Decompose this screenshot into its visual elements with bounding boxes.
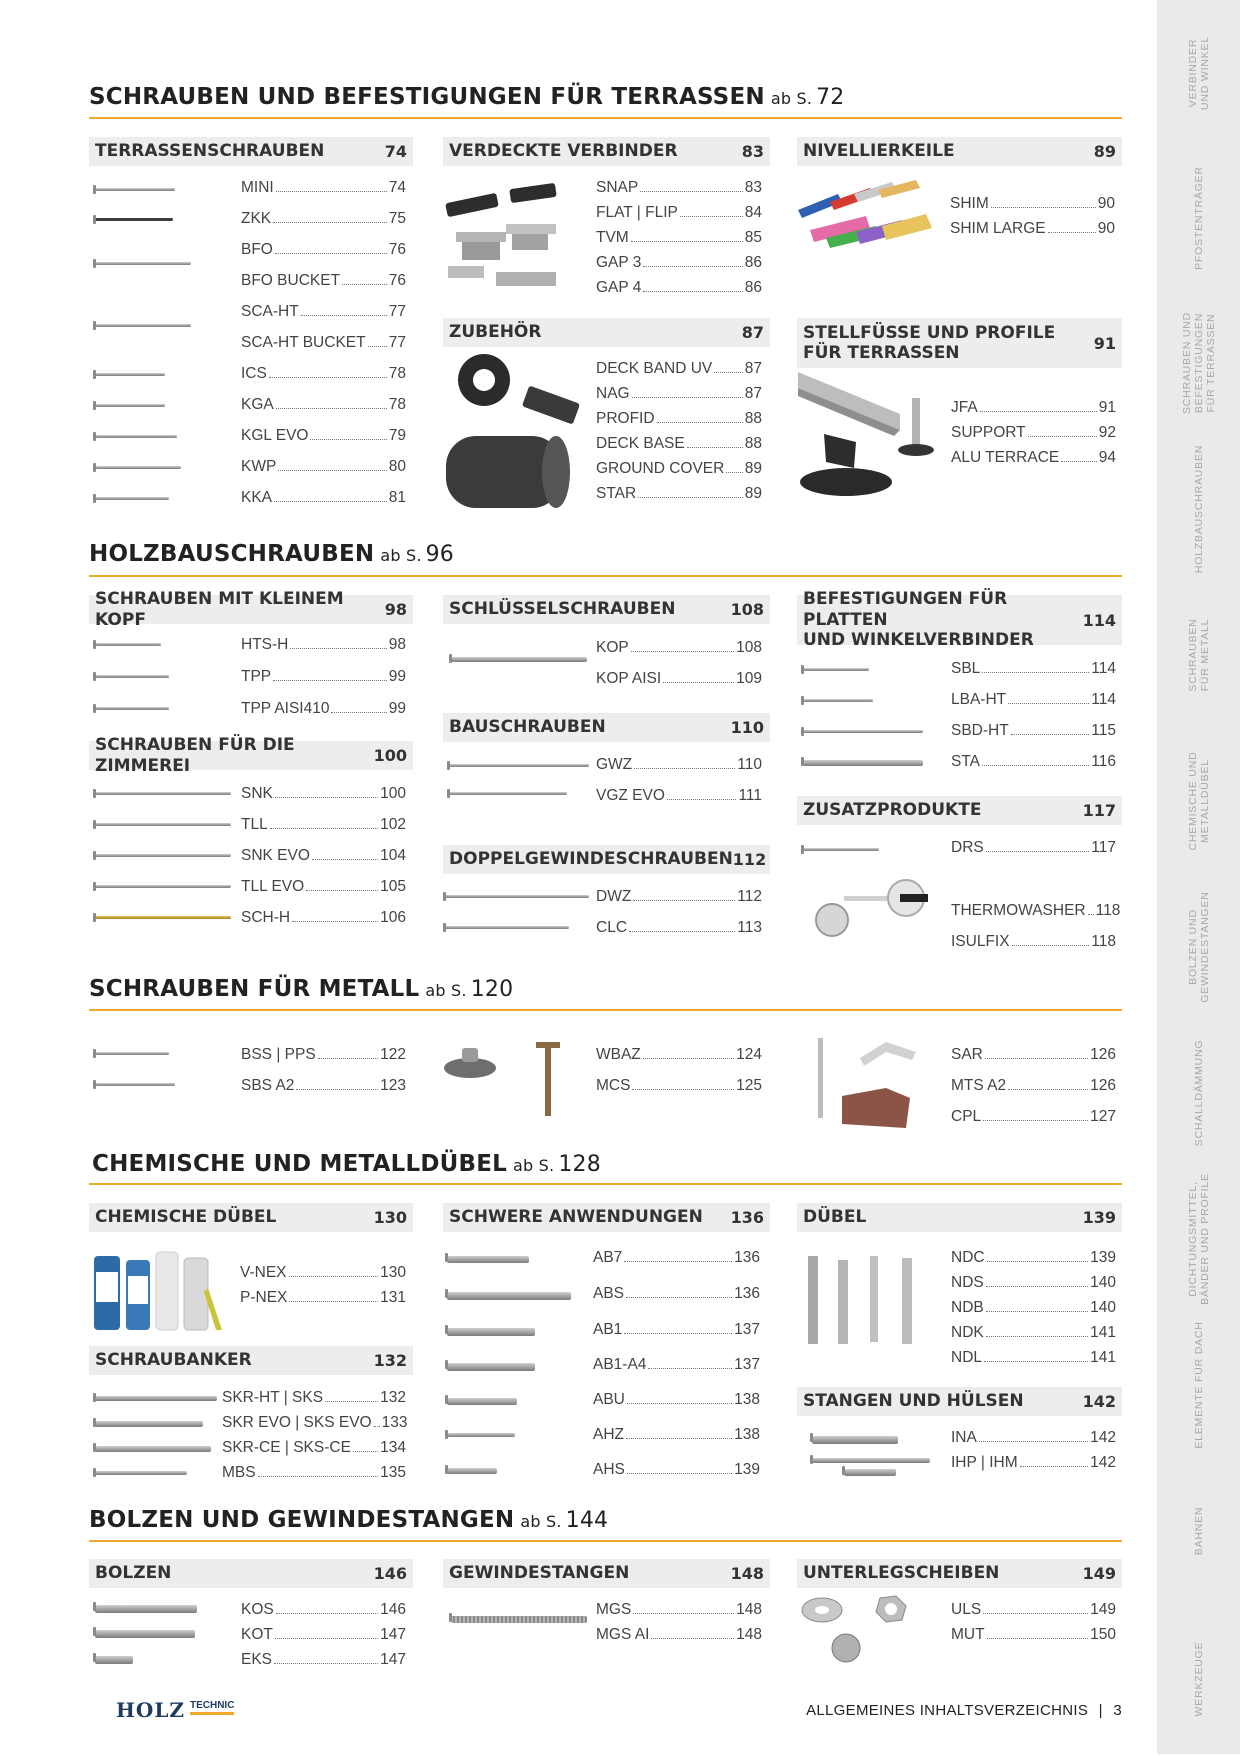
thermowasher-image: [802, 876, 932, 940]
screw-image: [803, 699, 873, 702]
sidebar-tab-dach[interactable]: ELEMENTE FÜR DACH: [1157, 1312, 1240, 1460]
category-verdeckte-verbinder[interactable]: VERDECKTE VERBINDER 83: [443, 137, 770, 166]
screw-image: [95, 707, 169, 710]
screw-image: [95, 675, 169, 678]
index-entry[interactable]: SCA-HT BUCKET 77: [241, 334, 406, 351]
screw-image: [95, 1471, 187, 1475]
index-entry[interactable]: ICS 78: [241, 365, 406, 382]
wall-plugs-image: [802, 1254, 926, 1348]
section-title-terrassen: SCHRAUBEN UND BEFESTIGUNGEN FÜR TERRASSEN ab S. 72: [89, 84, 845, 110]
category-duebel[interactable]: DÜBEL 139: [797, 1203, 1122, 1232]
index-entry[interactable]: AHS 139: [593, 1461, 760, 1478]
screw-image: [95, 1052, 169, 1055]
index-entry[interactable]: SAR 126: [951, 1046, 1116, 1063]
category-zusatzprodukte[interactable]: ZUSATZPRODUKTE 117: [797, 796, 1122, 825]
sidebar-tab-metall[interactable]: SCHRAUBEN FÜR METALL: [1157, 582, 1240, 730]
category-unterlegscheiben[interactable]: UNTERLEGSCHEIBEN 149: [797, 1559, 1122, 1588]
index-entry[interactable]: HTS-H 98: [241, 636, 406, 653]
screw-image: [95, 1396, 217, 1401]
index-entry[interactable]: SKR EVO | SKS EVO 133: [222, 1414, 408, 1431]
index-entry[interactable]: TLL 102: [241, 816, 406, 833]
index-entry[interactable]: MTS A2 126: [951, 1077, 1116, 1094]
section-rule: [89, 575, 1122, 577]
index-entry[interactable]: TLL EVO 105: [241, 878, 406, 895]
category-doppelgewinde[interactable]: DOPPELGEWINDESCHRAUBEN 112: [443, 845, 770, 874]
category-stellfuesse[interactable]: STELLFÜSSE UND PROFILE FÜR TERRASSEN 91: [797, 318, 1122, 368]
index-entry[interactable]: GROUND COVER 89: [596, 460, 762, 477]
sidebar-tab-bolzen[interactable]: BOLZEN UND GEWINDESTANGEN: [1157, 874, 1240, 1022]
index-entry[interactable]: GWZ 110: [596, 756, 762, 773]
footer-page-label: ALLGEMEINES INHALTSVERZEICHNIS | 3: [806, 1702, 1122, 1719]
screw-image: [95, 885, 231, 888]
metal-fastener-image: [812, 1036, 922, 1128]
index-entry[interactable]: KKA 81: [241, 489, 406, 506]
screw-image: [95, 1421, 203, 1427]
category-zimmerei[interactable]: SCHRAUBEN FÜR DIE ZIMMEREI 100: [89, 741, 413, 770]
category-schwere-anwendungen[interactable]: SCHWERE ANWENDUNGEN 136: [443, 1203, 770, 1232]
category-bauschrauben[interactable]: BAUSCHRAUBEN 110: [443, 713, 770, 742]
index-entry[interactable]: INA 142: [951, 1429, 1116, 1446]
screw-image: [95, 466, 181, 469]
index-entry[interactable]: SCA-HT 77: [241, 303, 406, 320]
screw-image: [445, 926, 569, 929]
screw-image: [803, 760, 923, 766]
index-entry[interactable]: AB1 137: [593, 1321, 760, 1338]
section-rule: [89, 1009, 1122, 1011]
index-entry[interactable]: EKS 147: [241, 1651, 406, 1668]
sidebar-tab-pfostentraeger[interactable]: PFOSTENTRÄGER: [1157, 145, 1240, 292]
index-entry[interactable]: LBA-HT 114: [951, 691, 1116, 708]
index-entry[interactable]: SNK 100: [241, 785, 406, 802]
index-entry[interactable]: AB7 136: [593, 1249, 760, 1266]
anchor-image: [447, 1328, 535, 1336]
screw-image: [95, 324, 191, 327]
index-entry[interactable]: KOT 147: [241, 1626, 406, 1643]
index-entry[interactable]: WBAZ 124: [596, 1046, 762, 1063]
anchor-image: [447, 1398, 517, 1405]
index-entry[interactable]: SNAP 83: [596, 179, 762, 196]
index-entry[interactable]: MBS 135: [222, 1464, 406, 1481]
index-entry[interactable]: NDC 139: [951, 1249, 1116, 1266]
index-entry[interactable]: TVM 85: [596, 229, 762, 246]
index-entry[interactable]: KOS 146: [241, 1601, 406, 1618]
anchor-image: [447, 1363, 535, 1371]
index-entry[interactable]: TPP 99: [241, 668, 406, 685]
index-entry[interactable]: KOP 108: [596, 639, 762, 656]
screw-image: [95, 373, 165, 376]
sidebar-tab-verbinder[interactable]: VERBINDER UND WINKEL: [1157, 0, 1240, 147]
index-entry[interactable]: THERMOWASHER 118: [951, 902, 1121, 919]
section-title-bolzen: BOLZEN UND GEWINDESTANGEN ab S. 144: [89, 1507, 609, 1533]
washers-nuts-image: [800, 1594, 920, 1666]
anchor-image: [447, 1468, 497, 1474]
index-entry[interactable]: GAP 3 86: [596, 254, 762, 271]
screw-image: [95, 916, 231, 919]
index-entry[interactable]: AHZ 138: [593, 1426, 760, 1443]
screw-image: [803, 730, 923, 733]
index-entry[interactable]: SKR-CE | SKS-CE 134: [222, 1439, 406, 1456]
index-entry[interactable]: KGA 78: [241, 396, 406, 413]
sidebar-tab-terrassen[interactable]: SCHRAUBEN UND BEFESTIGUNGEN FÜR TERRASSEN: [1157, 290, 1240, 437]
screw-image: [95, 404, 165, 407]
index-entry[interactable]: SUPPORT 92: [951, 424, 1116, 441]
bolt-image: [95, 1605, 197, 1613]
index-entry[interactable]: DECK BASE 88: [596, 435, 762, 452]
category-kleiner-kopf[interactable]: SCHRAUBEN MIT KLEINEM KOPF 98: [89, 595, 413, 624]
screw-image: [95, 1083, 175, 1086]
index-entry[interactable]: SCH-H 106: [241, 909, 406, 926]
index-entry[interactable]: BFO BUCKET 76: [241, 272, 406, 289]
threaded-rod-image: [451, 1616, 587, 1623]
category-schraubanker[interactable]: SCHRAUBANKER 132: [89, 1346, 413, 1375]
screw-image: [95, 435, 177, 438]
category-terrassenschrauben[interactable]: TERRASSENSCHRAUBEN 74: [89, 137, 413, 166]
index-entry[interactable]: JFA 91: [951, 399, 1116, 416]
index-entry[interactable]: ABU 138: [593, 1391, 760, 1408]
anchor-image: [447, 1256, 529, 1263]
accessories-image: [444, 354, 596, 508]
index-entry[interactable]: DECK BAND UV 87: [596, 360, 762, 377]
index-entry[interactable]: P-NEX 131: [240, 1289, 406, 1306]
index-entry[interactable]: VGZ EVO 111: [596, 787, 762, 804]
index-entry[interactable]: SKR-HT | SKS 132: [222, 1389, 406, 1406]
bolt-image: [95, 1630, 195, 1638]
index-entry[interactable]: ALU TERRACE 94: [951, 449, 1116, 466]
index-entry[interactable]: TPP AISI410 99: [241, 700, 406, 717]
index-entry[interactable]: ULS 149: [951, 1601, 1116, 1618]
index-entry[interactable]: V-NEX 130: [240, 1264, 406, 1281]
index-entry[interactable]: MCS 125: [596, 1077, 762, 1094]
anchor-image: [812, 1436, 898, 1444]
screw-image: [95, 188, 175, 191]
index-entry[interactable]: KGL EVO 79: [241, 427, 406, 444]
shim-wedges-image: [796, 180, 936, 258]
screw-image: [95, 262, 191, 265]
index-entry[interactable]: SBD-HT 115: [951, 722, 1116, 739]
screw-image: [95, 1446, 211, 1452]
sidebar-tab-dichtung[interactable]: DICHTUNGSMITTEL, BÄNDER UND PROFILE: [1157, 1166, 1240, 1314]
screw-image: [95, 497, 169, 500]
index-entry[interactable]: KOP AISI 109: [596, 670, 762, 687]
hidden-connectors-image: [436, 180, 588, 300]
sidebar-tab-holzbau[interactable]: HOLZBAUSCHRAUBEN: [1157, 435, 1240, 584]
holz-technic-logo: HOLZ TECHNIC: [116, 1698, 235, 1722]
index-entry[interactable]: SHIM LARGE 90: [950, 220, 1115, 237]
index-entry[interactable]: BFO 76: [241, 241, 406, 258]
index-entry[interactable]: KWP 80: [241, 458, 406, 475]
index-entry[interactable]: NAG 87: [596, 385, 762, 402]
index-entry[interactable]: CPL 127: [951, 1108, 1116, 1125]
index-entry[interactable]: DRS 117: [951, 839, 1116, 856]
screw-image: [95, 643, 161, 646]
chemical-anchor-cartridges-image: [88, 1238, 234, 1334]
category-chemische-duebel[interactable]: CHEMISCHE DÜBEL 130: [89, 1203, 413, 1232]
category-nivellierkeile[interactable]: NIVELLIERKEILE 89: [797, 137, 1122, 166]
screw-image: [803, 848, 879, 851]
anchor-image: [447, 1292, 571, 1300]
index-entry[interactable]: FLAT | FLIP 84: [596, 204, 762, 221]
index-entry[interactable]: MGS AI 148: [596, 1626, 762, 1643]
sidebar-tab-duebel[interactable]: CHEMISCHE UND METALLDÜBEL: [1157, 728, 1240, 876]
category-schluessel[interactable]: SCHLÜSSELSCHRAUBEN 108: [443, 595, 770, 624]
section-title-metall: SCHRAUBEN FÜR METALL ab S. 120: [89, 976, 514, 1002]
section-title-duebel: CHEMISCHE UND METALLDÜBEL ab S. 128: [92, 1151, 601, 1177]
section-rule: [89, 117, 1122, 119]
index-entry[interactable]: DWZ 112: [596, 888, 762, 905]
index-entry[interactable]: AB1-A4 137: [593, 1356, 760, 1373]
sidebar-tab-schall[interactable]: SCHALLDÄMMUNG: [1157, 1020, 1240, 1168]
index-entry[interactable]: NDK 141: [951, 1324, 1116, 1341]
screw-image: [95, 792, 231, 795]
category-stangen-huelsen[interactable]: STANGEN UND HÜLSEN 142: [797, 1387, 1122, 1416]
index-entry[interactable]: SBS A2 123: [241, 1077, 406, 1094]
screw-image: [449, 792, 567, 795]
index-entry[interactable]: NDS 140: [951, 1274, 1116, 1291]
index-entry[interactable]: ISULFIX 118: [951, 933, 1116, 950]
index-entry[interactable]: MUT 150: [951, 1626, 1116, 1643]
index-entry[interactable]: CLC 113: [596, 919, 762, 936]
bolt-image: [95, 1656, 133, 1664]
sidebar-tab-bahnen[interactable]: BAHNEN: [1157, 1458, 1240, 1606]
index-entry[interactable]: SBL 114: [951, 660, 1116, 677]
index-entry[interactable]: STAR 89: [596, 485, 762, 502]
roofing-screws-image: [442, 1040, 568, 1116]
screw-image: [445, 895, 589, 898]
index-entry[interactable]: ZKK 75: [241, 210, 406, 227]
screw-image: [95, 854, 231, 857]
section-rule: [89, 1183, 1122, 1185]
index-entry[interactable]: IHP | IHM 142: [951, 1454, 1116, 1471]
anchor-image: [812, 1458, 930, 1463]
section-rule: [89, 1540, 1122, 1542]
index-entry[interactable]: SNK EVO 104: [241, 847, 406, 864]
category-bolzen[interactable]: BOLZEN 146: [89, 1559, 413, 1588]
index-entry[interactable]: STA 116: [951, 753, 1116, 770]
category-zubehoer[interactable]: ZUBEHÖR 87: [443, 318, 770, 347]
sidebar-tab-werkzeuge[interactable]: WERKZEUGE: [1157, 1604, 1240, 1756]
anchor-image: [447, 1433, 515, 1437]
category-gewindestangen[interactable]: GEWINDESTANGEN 148: [443, 1559, 770, 1588]
index-entry[interactable]: BSS | PPS 122: [241, 1046, 406, 1063]
index-entry[interactable]: NDL 141: [951, 1349, 1116, 1366]
index-entry[interactable]: NDB 140: [951, 1299, 1116, 1316]
index-entry[interactable]: ABS 136: [593, 1285, 760, 1302]
screw-image: [803, 668, 869, 671]
screw-image: [95, 823, 231, 826]
pedestals-profiles-image: [796, 370, 940, 500]
screw-image: [449, 764, 589, 767]
screw-image: [451, 657, 587, 662]
index-entry[interactable]: SHIM 90: [950, 195, 1115, 212]
index-entry[interactable]: PROFID 88: [596, 410, 762, 427]
section-title-holzbau: HOLZBAUSCHRAUBEN ab S. 96: [89, 541, 455, 567]
category-platten[interactable]: BEFESTIGUNGEN FÜR PLATTEN UND WINKELVERBINDER 114: [797, 595, 1122, 645]
anchor-image: [844, 1469, 896, 1476]
index-entry[interactable]: MGS 148: [596, 1601, 762, 1618]
index-entry[interactable]: MINI 74: [241, 179, 406, 196]
screw-image: [95, 218, 173, 221]
index-entry[interactable]: GAP 4 86: [596, 279, 762, 296]
